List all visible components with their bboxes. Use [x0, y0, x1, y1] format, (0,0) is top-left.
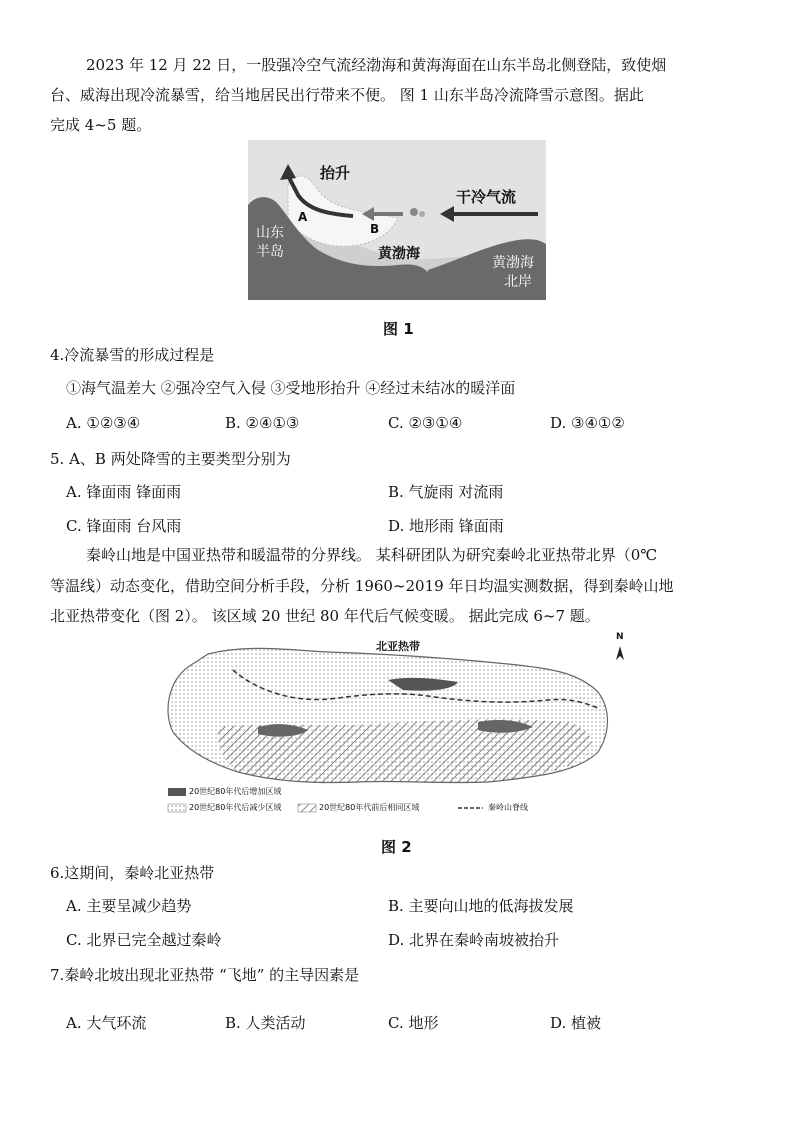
q5-option-a: A. 锋面雨 锋面雨: [66, 483, 182, 501]
q6-option-c: C. 北界已完全越过秦岭: [66, 931, 222, 949]
q5-option-b: B. 气旋雨 对流雨: [388, 483, 504, 501]
q7-option-c: C. 地形: [388, 1014, 439, 1032]
intro1-line2: 台、威海出现冷流暴雪，给当地居民出行带来不便。 图 1 山东半岛冷流降雪示意图。据此: [50, 86, 644, 104]
q5-option-c: C. 锋面雨 台风雨: [66, 517, 182, 535]
figure2-title: 北亚热带: [376, 640, 420, 653]
label-north-shore-2: 北岸: [504, 274, 532, 290]
legend-ridge-label: 秦岭山脊线: [488, 803, 528, 812]
q6-option-a: A. 主要呈减少趋势: [66, 897, 192, 915]
intro2-line3: 北亚热带变化（图 2）。 该区域 20 世纪 80 年代后气候变暖。 据此完成 6~7 题。: [50, 607, 600, 625]
label-point-b: B: [370, 222, 380, 236]
legend-increase-swatch: [168, 788, 186, 796]
q4-option-c: C. ②③①④: [388, 414, 463, 432]
q6-option-b: B. 主要向山地的低海拔发展: [388, 897, 574, 915]
figure1-diagram: [248, 140, 546, 300]
q5-option-d: D. 地形雨 锋面雨: [388, 517, 504, 535]
label-peninsula-1: 山东: [256, 225, 284, 241]
water-drop-icon: [410, 208, 418, 216]
q4-option-a: A. ①②③④: [66, 414, 141, 432]
figure2-map: [158, 632, 638, 822]
figure1-caption: 图 1: [383, 320, 414, 338]
label-north-shore-1: 黄渤海: [492, 255, 534, 271]
label-peninsula-2: 半岛: [256, 244, 284, 260]
legend-decrease-label: 20世纪80年代后减少区域: [189, 803, 282, 812]
legend-same-swatch: [298, 804, 316, 812]
legend-same-label: 20世纪80年代前后相同区域: [319, 803, 420, 812]
legend-increase-label: 20世纪80年代后增加区域: [189, 787, 282, 796]
label-sea: 黄渤海: [378, 246, 420, 262]
q7-stem: 7.秦岭北坡出现北亚热带 “飞地” 的主导因素是: [50, 966, 360, 984]
q4-stem: 4.冷流暴雪的形成过程是: [50, 346, 215, 364]
label-dry-cold-air: 干冷气流: [456, 188, 517, 206]
cold-flow-snow-diagram: [248, 140, 546, 300]
intro2-line2: 等温线）动态变化，借助空间分析手段，分析 1960~2019 年日均温实测数据，得到秦岭山地: [50, 577, 674, 595]
legend-decrease-swatch: [168, 804, 186, 812]
label-lift: 抬升: [320, 164, 351, 182]
q4-option-b: B. ②④①③: [225, 414, 300, 432]
intro1-line3: 完成 4~5 题。: [50, 116, 152, 134]
q4-option-d: D. ③④①②: [550, 414, 625, 432]
q7-option-a: A. 大气环流: [66, 1014, 147, 1032]
intro2-line1: 秦岭山地是中国亚热带和暖温带的分界线。 某科研团队为研究秦岭北亚热带北界（0℃: [86, 546, 658, 564]
q7-option-b: B. 人类活动: [225, 1014, 306, 1032]
q4-items: ①海气温差大 ②强冷空气入侵 ③受地形抬升 ④经过未结冰的暖洋面: [66, 379, 516, 397]
q6-option-d: D. 北界在秦岭南坡被抬升: [388, 931, 560, 949]
q5-stem: 5. A、B 两处降雪的主要类型分别为: [50, 450, 291, 468]
q7-option-d: D. 植被: [550, 1014, 602, 1032]
north-arrow-icon: [616, 646, 624, 660]
water-drop-icon: [419, 211, 425, 217]
north-label: N: [616, 632, 624, 642]
intro1-line1: 2023 年 12 月 22 日，一股强冷空气流经渤海和黄海海面在山东半岛北侧登陆，致使烟: [86, 56, 667, 74]
figure2-caption: 图 2: [381, 838, 412, 856]
label-point-a: A: [298, 210, 308, 224]
q6-stem: 6.这期间，秦岭北亚热带: [50, 864, 215, 882]
